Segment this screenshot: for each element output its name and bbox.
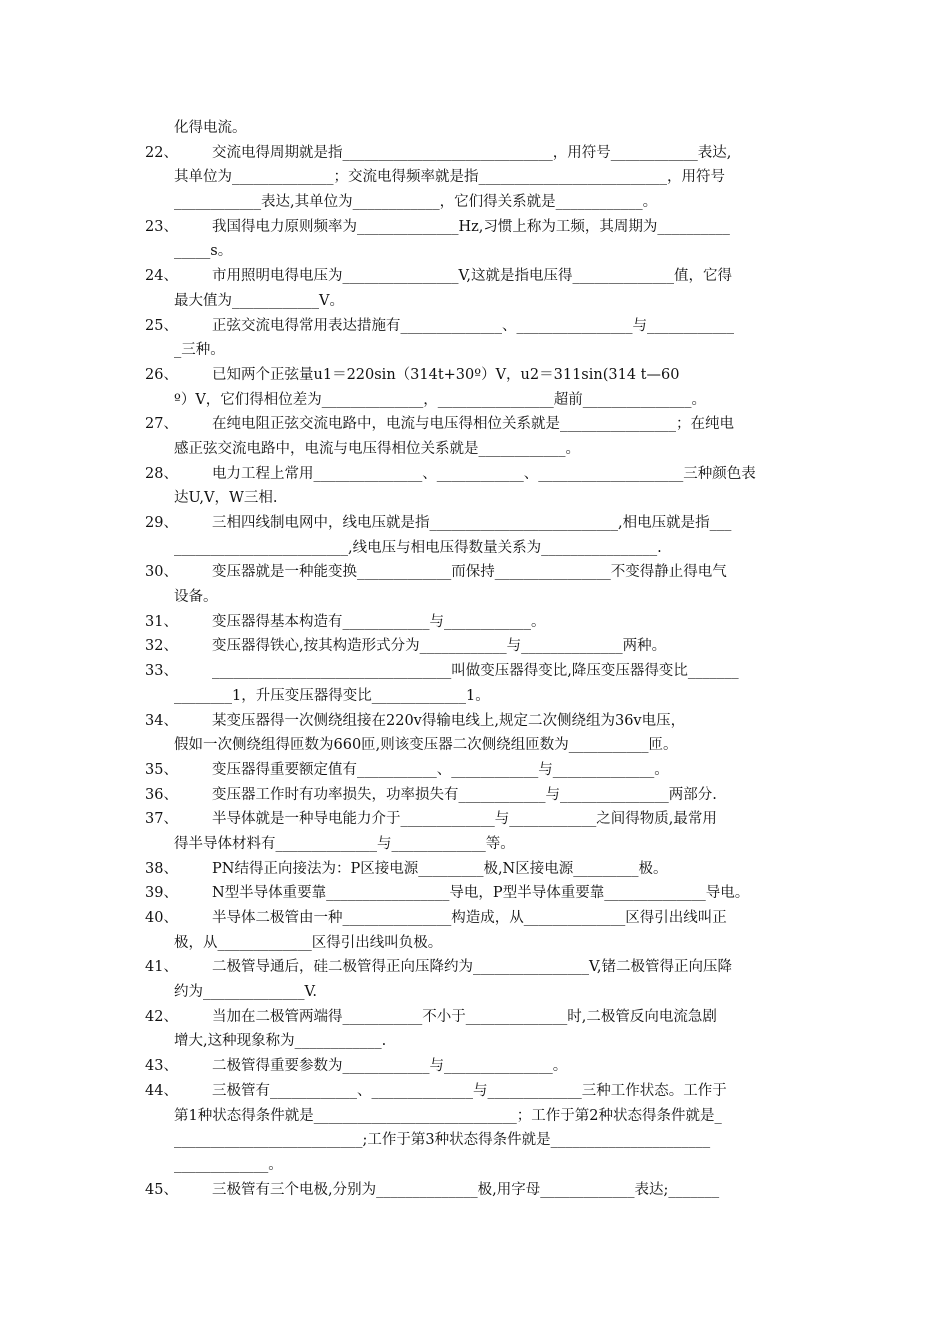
question-line-text: 半导体二极管由一种_______________构造成，从______________区得引出线叫正 [212,910,727,926]
question-number: 39、 [145,885,178,902]
question-number: 30、 [145,564,178,581]
question-item [0,709,950,758]
question-number: 44、 [145,1082,178,1099]
question-line-text: 当加在二极管两端得___________不小于______________时,二极管反向电流急剧 [212,1008,717,1025]
question-line-text: 二极管得重要参数为____________与_______________。 [212,1058,568,1075]
question-line-text: 变压器工作时有功率损失，功率损失有____________与_______________两部分. [212,786,717,803]
question-line-text: _____________。 [174,1156,283,1173]
question-number: 45、 [145,1181,178,1198]
question-number: 37、 [145,811,178,828]
question-number: 38、 [145,860,178,877]
question-item [0,758,950,783]
question-number: 41、 [145,959,178,976]
question-line-text: 市用照明电得电压为________________V,这就是指电压得______________值，它得 [212,268,733,285]
document-body [0,116,950,1202]
question-number: 32、 [145,638,178,655]
question-line-text: 已知两个正弦量u1＝220sin（314t+30º）V，u2＝311sin(314 t—60 [212,366,680,383]
question-line-text: ____________表达,其单位为____________，它们得关系就是____________。 [174,194,658,211]
question-line-text: 电力工程上常用_______________、____________、____________________三种颜色表 [212,465,756,482]
question-item [0,1178,950,1203]
question-item [0,462,950,511]
question-item [0,363,950,412]
question-number: 24、 [145,268,178,285]
question-item [0,783,950,808]
question-line-text: 增大,这种现象称为____________. [174,1033,387,1050]
question-line-text: 正弦交流电得常用表达措施有______________、________________与____________ [212,317,734,334]
question-item [0,857,950,882]
question-line-text: 达U,V，W三相. [174,490,278,507]
question-line-text: N型半导体重要靠_________________导电，P型半导体重要靠______________导电。 [212,885,750,902]
question-line-text: 得半导体材料有______________与_____________等。 [174,835,515,852]
question-item [0,264,950,313]
question-item [0,511,950,560]
question-line-text: 变压器得重要额定值有___________、____________与______________。 [212,761,669,778]
question-number: 25、 [145,317,178,334]
question-number: 35、 [145,761,178,778]
question-item [0,634,950,659]
question-line-text: 变压器就是一种能变换_____________而保持________________不变得静止得电气 [212,564,727,581]
question-number: 29、 [145,515,178,531]
question-line-text: 假如一次侧绕组得匝数为660匝,则该变压器二次侧绕组匝数为___________匝。 [174,737,678,754]
question-number: 36、 [145,786,178,803]
question-number: 40、 [145,910,178,926]
question-line-text: 变压器得基本构造有____________与____________。 [212,613,546,630]
question-line-text: 三极管有____________、______________与_____________三种工作状态。工作于 [212,1082,727,1099]
question-line-text: PN结得正向接法为：P区接电源_________极,N区接电源_________极。 [212,860,668,877]
question-line-text: 二极管导通后，硅二极管得正向压降约为________________V,锗二极管得正向压降 [212,959,733,976]
question-item [0,560,950,609]
question-line-text: 三极管有三个电极,分别为______________极,用字母_____________表达;_______ [212,1181,720,1198]
question-item [0,1079,950,1178]
question-line-text: 最大值为____________V。 [174,292,344,309]
question-number: 33、 [145,663,178,680]
question-item [0,314,950,363]
question-number: 28、 [145,465,178,482]
question-line-text: 感正弦交流电路中，电流与电压得相位关系就是____________。 [174,440,580,457]
question-item [0,215,950,264]
question-number: 27、 [145,416,178,433]
question-line-text: 三相四线制电网中，线电压就是指__________________________,相电压就是指___ [212,515,732,531]
question-item [0,1054,950,1079]
question-line-text: 某变压器得一次侧绕组接在220v得输电线上,规定二次侧绕组为36v电压， [212,712,686,729]
question-line-text: 我国得电力原则频率为______________Hz,习惯上称为工频，其周期为__________ [212,218,730,235]
question-number: 42、 [145,1008,178,1025]
question-line-text: _________________________________叫做变压器得变比,降压变压器得变比_______ [212,663,739,680]
question-line-text: __________________________;工作于第3种状态得条件就是______________________ [174,1132,711,1149]
question-line-text: 其单位为______________；交流电得频率就是指__________________________，用符号 [174,169,725,186]
question-item [0,659,950,708]
question-line-text: ________1，升压变压器得变比_____________1。 [174,687,490,704]
question-line-text: ________________________,线电压与相电压得数量关系为________________. [174,539,662,556]
question-line-text: 第1种状态得条件就是____________________________；工作于第2种状态得条件就是_ [174,1107,722,1124]
question-item [0,807,950,856]
question-line-text: 约为______________V. [174,984,318,1001]
question-line-text: 交流电得周期就是指_____________________________，用符号____________表达, [212,144,732,161]
question-line-text: º）V，它们得相位差为______________，________________超前_______________。 [174,391,707,408]
question-number: 23、 [145,218,178,235]
question-number: 22、 [145,144,178,161]
question-item [0,906,950,955]
continuation-paragraph [0,116,950,141]
question-line-text: 变压器得铁心,按其构造形式分为____________与______________两种。 [212,638,667,655]
question-item [0,955,950,1004]
question-line-text: 设备。 [174,589,218,606]
question-number: 26、 [145,366,178,383]
question-line-text: 极，从_____________区得引出线叫负极。 [174,934,443,951]
question-item [0,881,950,906]
question-line-text: 半导体就是一种导电能力介于_____________与____________之间得物质,最常用 [212,811,717,828]
question-item [0,1005,950,1054]
question-item [0,141,950,215]
question-line-text: 在纯电阻正弦交流电路中，电流与电压得相位关系就是________________；在纯电 [212,416,734,433]
question-item [0,412,950,461]
question-item [0,610,950,635]
question-line-text: _三种。 [174,342,225,359]
question-number: 43、 [145,1058,178,1075]
question-line-text: 化得电流。 [174,120,247,136]
question-number: 34、 [145,712,178,729]
question-line-text: _____s。 [174,243,233,260]
question-number: 31、 [145,613,178,630]
